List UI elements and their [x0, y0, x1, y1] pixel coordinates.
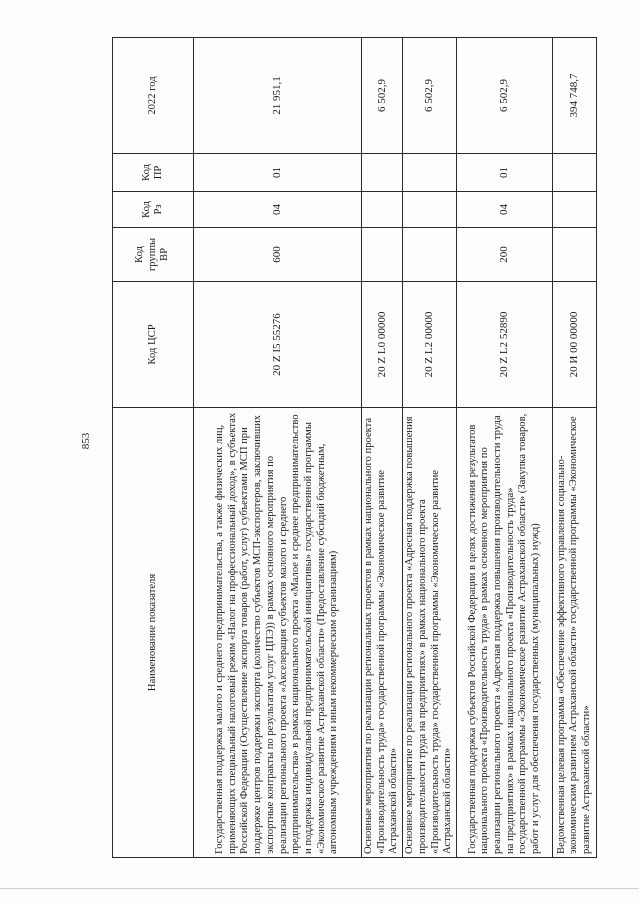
cell-pr: [403, 154, 457, 192]
cell-name: Ведомственная целевая программа «Обеспечение эффективного управления социально-экономическим развитием Астраханской области» государственной программы «Экономическое развитие Астраханской области»: [553, 408, 597, 858]
cell-amount: 21 951,1: [194, 38, 362, 154]
table-row: [457, 38, 553, 858]
budget-table-rotated: [112, 38, 592, 858]
cell-vr: [553, 228, 597, 282]
header-rz: Код Рз: [113, 192, 194, 228]
cell-csr: 20 Z L2 52890: [457, 282, 553, 408]
table-row: [403, 38, 457, 858]
cell-csr: 20 Z I5 55276: [194, 282, 362, 408]
cell-rz: [553, 192, 597, 228]
cell-pr: [362, 154, 403, 192]
cell-csr: 20 Z L2 00000: [403, 282, 457, 408]
cell-rz: 04: [457, 192, 553, 228]
cell-csr: 20 Z L0 00000: [362, 282, 403, 408]
header-row: [113, 38, 194, 858]
cell-name: Государственная поддержка субъектов Российской Федерации в целях достижения результатов национального проекта «Производительность труда» в рамках основного мероприятия по реализации регионального проекта «Адресная поддержка повышения производительности труда на предприятиях» в рамках национального проекта «Производительность труда» государственной программы «Экономическое развитие Астраханской области» (Закупка товаров, работ и услуг для обеспечения государственных (муниципальных) нужд): [457, 408, 553, 858]
cell-vr: 200: [457, 228, 553, 282]
header-pr: Код ПР: [113, 154, 194, 192]
scan-edge-line: [0, 888, 639, 889]
cell-pr: 01: [194, 154, 362, 192]
header-name: Наименование показателя: [113, 408, 194, 858]
cell-name: Основные мероприятия по реализации региональных проектов в рамках национального проекта «Производительность труда» государственной программы «Экономическое развитие Астраханской области»: [362, 408, 403, 858]
budget-table-container: [112, 38, 592, 858]
cell-vr: [362, 228, 403, 282]
header-year: 2022 год: [113, 38, 194, 154]
cell-pr: [553, 154, 597, 192]
cell-pr: 01: [457, 154, 553, 192]
cell-rz: 04: [194, 192, 362, 228]
page-number: 853: [80, 432, 92, 450]
cell-amount: 394 748,7: [553, 38, 597, 154]
cell-name: Государственная поддержка малого и среднего предпринимательства, а также физических лиц, применяющих специальный налоговый режим «Налог на профессиональный доход», в субъектах Российской Федерации (Осуществление экспорта товаров (работ, услуг) субъектами МСП при поддержке центров поддержки экспорта (количество субъектов МСП-экспортеров, заключивших экспортные контракты по результатам услуг ЦПЭ)) в рамках основного мероприятия по реализации регионального проекта «Акселерация субъектов малого и среднего предпринимательства» в рамках национального проекта «Малое и среднее предпринимательство и поддержка индивидуальной предпринимательской инициативы» государственной программы «Экономическое развитие Астраханской области» (Предоставление субсидий бюджетным, автономным учреждениям и иным некоммерческим организациям): [194, 408, 362, 858]
cell-name: Основное мероприятие по реализации регионального проекта «Адресная поддержка повышения производительности труда на предприятиях» в рамках национального проекта «Производительность труда» государственной программы «Экономическое развитие Астраханской области»: [403, 408, 457, 858]
cell-amount: 6 502,9: [362, 38, 403, 154]
cell-vr: [403, 228, 457, 282]
cell-csr: 20 И 00 00000: [553, 282, 597, 408]
header-vr: Код группы ВР: [113, 228, 194, 282]
budget-table: [112, 37, 597, 858]
cell-rz: [403, 192, 457, 228]
cell-vr: 600: [194, 228, 362, 282]
cell-amount: 6 502,9: [403, 38, 457, 154]
header-csr: Код ЦСР: [113, 282, 194, 408]
cell-amount: 6 502,9: [457, 38, 553, 154]
table-row: [553, 38, 597, 858]
table-row: [362, 38, 403, 858]
cell-rz: [362, 192, 403, 228]
table-row: [194, 38, 362, 858]
